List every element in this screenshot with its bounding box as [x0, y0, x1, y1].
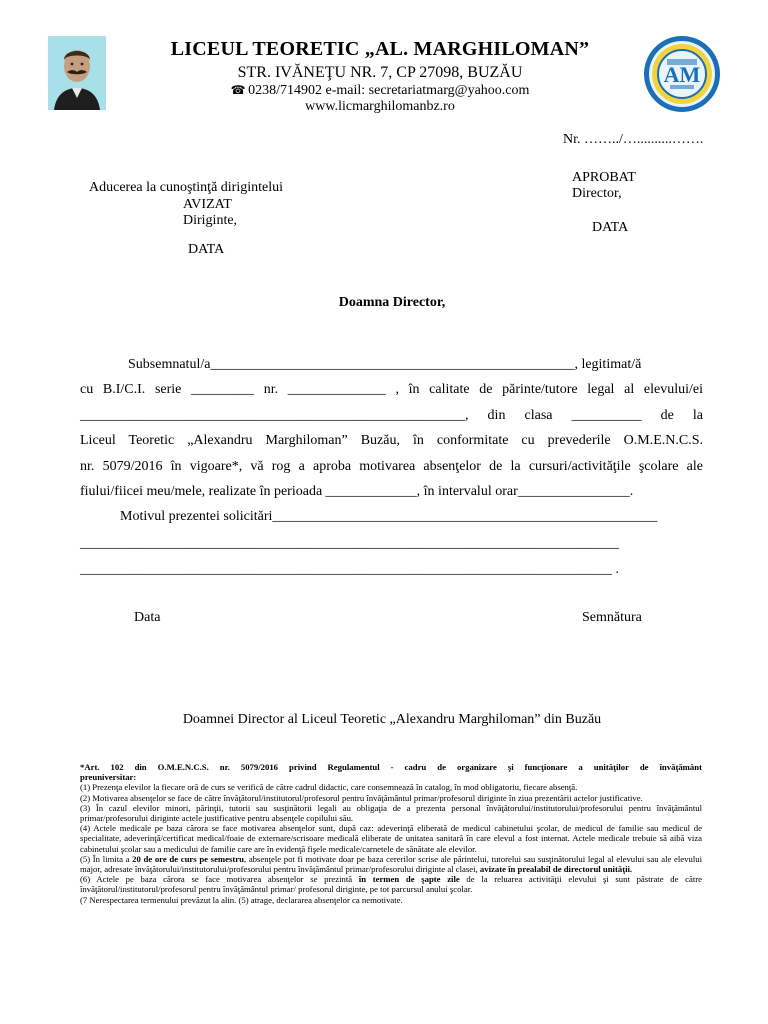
body-line-3: _______________________________________________________, din clasa __________ de la: [80, 408, 704, 423]
right-block-director: Director,: [572, 186, 622, 201]
right-block-date: DATA: [592, 220, 629, 235]
footnote-p2: (2) Motivarea absenţelor se face de către învăţătorul/institutorul/profesorul pentru învăţământul primar/profesorul diriginte în ziua prezentării actelor justificative.: [80, 792, 643, 803]
body-line-5: nr. 5079/2016 în vigoare*, vă rog a aproba motivarea absenţelor de la cursuri/activităţile şcolare ale: [80, 459, 703, 474]
footnote-heading: *Art. 102 din O.M.E.N.C.S. nr. 5079/2016 privind Regulamentul - cadru de organizare şi funcţionare a unităţilor de învăţământ: [80, 762, 702, 772]
footnote-p7: (7 Nerespectarea termenului prevăzut la alin. (5) atrage, declararea absenţelor ca nemotivate.: [80, 894, 403, 905]
email-address[interactable]: secretariatmarg@yahoo.com: [368, 83, 530, 98]
school-crest-logo: [640, 35, 724, 113]
addressee-line: Doamnei Director al Liceul Teoretic „Alexandru Marghiloman” din Buzău: [182, 712, 602, 727]
school-website[interactable]: www.licmarghilomanbz.ro: [305, 99, 455, 114]
left-block-line1: Aducerea la cunoştinţă dirigintelui: [89, 180, 283, 195]
phone-number: 0238/714902: [248, 83, 322, 98]
email-label: e-mail:: [325, 83, 366, 98]
footnote-p3: (3) În cazul elevilor minori, părinţii, tutorii sau susţinătorii legali au obligaţia de a prezenta personal învăţătorului/institutorului/profesorului pentru învăţământul primar/profesorului diriginte actele justificative pentru absenţele copilului său.: [80, 802, 702, 824]
school-name: LICEUL TEORETIC „AL. MARGHILOMAN”: [170, 38, 590, 60]
reason-line-2[interactable]: _____________________________________________________________________________: [80, 536, 619, 551]
right-block-aprobat: APROBAT: [572, 170, 636, 185]
telephone-icon: ☎: [230, 83, 246, 97]
name-field[interactable]: ____________________________________________________: [210, 357, 575, 372]
subsemnatul-label: Subsemnatul/a: [128, 357, 211, 372]
date-label: Data: [134, 610, 161, 625]
footnote-heading-2: preuniversitar:: [80, 772, 137, 783]
footnote-p4: (4) Actele medicale pe baza cărora se face motivarea absenţelor sunt, după caz: adeverinţă eliberată de medicul cabinetului şcolar, de medicul de familie sau medicul de specialitate, adeverinţă/certificat medical/foaie de externare/scrisoare medicală eliberate de unitatea sanitară în care elevul a fost internat. Actele medicale trebuie să aibă viza cabinetului şcolar sau a medicului de familie care are în evidenţă fişele medicale/carnetele de sănătate ale elevilor.: [80, 823, 702, 854]
id-number-field[interactable]: ______________: [287, 382, 386, 397]
reason-field[interactable]: _______________________________________________________: [272, 509, 658, 524]
registration-number: Nr. ……../…..........…….: [563, 132, 704, 147]
reason-line-3[interactable]: ____________________________________________________________________________ .: [80, 562, 619, 577]
founder-portrait: [48, 36, 106, 110]
reason-label: Motivul prezentei solicitări: [120, 509, 273, 524]
period-field[interactable]: _____________: [325, 484, 417, 499]
salutation: Doamna Director,: [338, 295, 446, 310]
left-block-avizat: AVIZAT: [183, 197, 232, 212]
class-field[interactable]: __________: [571, 408, 642, 423]
student-name-field[interactable]: _______________________________________________________: [80, 408, 465, 423]
id-series-field[interactable]: _________: [191, 382, 255, 397]
signature-label: Semnătura: [582, 610, 642, 625]
footnote-p1: (1) Prezenţa elevilor la fiecare oră de curs se verifică de către cadrul didactic, care consemnează în catalog, în mod obligatoriu, fiecare absenţă.: [80, 782, 578, 793]
body-line-6: fiului/fiicei meu/mele, realizate în perioada _____________, în intervalul orar________________.: [80, 484, 634, 499]
legal-footnote: [80, 762, 702, 905]
left-block-diriginte: Diriginte,: [183, 213, 238, 228]
contact-line: [110, 83, 650, 99]
crest-initials: AM: [663, 62, 701, 87]
footnote-p5: (5) În limita a 20 de ore de curs pe semestru, absenţele pot fi motivate doar pe baza cererilor scrise ale părintelui, tutorelui sau susţinătorului legal al elevului sau ale elevului major, adresate învăţătorului/institutorului/profesorului pentru învăţământul primar/profesorului diriginte al clasei, avizate în prealabil de directorul unităţii.: [80, 853, 702, 875]
footnote-p6: (6) Actele pe baza cărora se face motivarea absenţelor se prezintă în termen de şapte zile de la reluarea activităţii elevului şi sunt păstrate de către învăţătorul/institutorul/profesorul pentru învăţământul primar/ profesorul diriginte, pe tot parcursul anului şcolar.: [80, 874, 702, 895]
body-line-1: Subsemnatul/a____________________________________________________, legitimat/ă: [128, 357, 642, 372]
time-interval-field[interactable]: ________________.: [517, 484, 634, 499]
left-block-date: DATA: [188, 242, 225, 257]
body-line-4: Liceul Teoretic „Alexandru Marghiloman” Buzău, în conformitate cu prevederile O.M.E.N.C.S.: [80, 433, 703, 448]
school-address: STR. IVĂNEŢU NR. 7, CP 27098, BUZĂU: [237, 64, 523, 81]
body-line-2: cu B.I/C.I. serie _________ nr. ______________ , în calitate de părinte/tutore legal al elevului/ei: [80, 382, 703, 397]
body-line-7: [120, 509, 703, 525]
